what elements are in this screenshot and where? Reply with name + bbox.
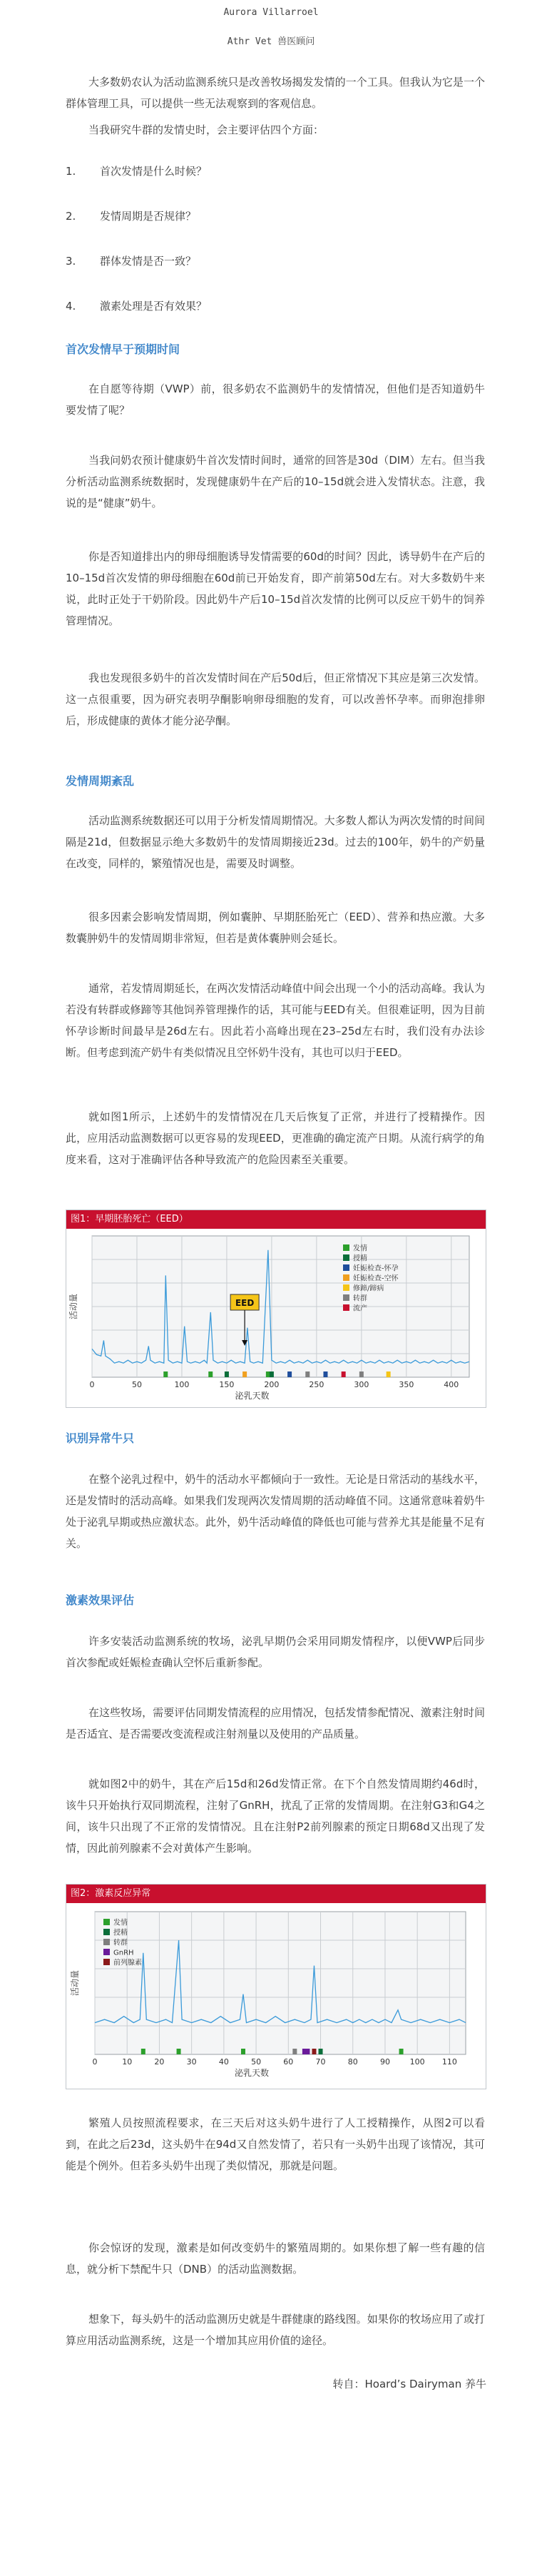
x-tick-label: 40 [218,2057,229,2067]
section3-paragraph-1: 在整个泌乳过程中，奶牛的活动水平都倾向于一致性。无论是日常活动的基线水平，还是发情时的活动高峰。如果我们发现两次发情周期的活动峰值不同。这通常意味着奶牛处于泌乳早期或热应激状态。此外，奶牛活动峰值的降低也可能与营养尤其是能量不足有关。 [66,1473,485,1550]
x-axis-label: 泌乳天数 [235,1391,270,1401]
list-item-1: 1. 首次发情是什么时候？ [66,165,208,178]
legend-swatch [103,1929,110,1935]
section-heading-first-estrus: 首次发情早于预期时间 [66,343,180,356]
x-tick-label: 110 [441,2057,457,2067]
list-item-2: 2. 发情周期是否规律？ [66,210,197,223]
chart-2-title: 图2：激素反应异常 [66,1885,486,1903]
event-marker [287,1371,292,1377]
section1-paragraph-1: 在自愿等待期（VWP）前，很多奶农不监测奶牛的发情情况，但他们是否知道奶牛要发情了呢？ [66,382,485,417]
section4-paragraph-1: 许多安装活动监测系统的牧场，泌乳早期仍会采用同期发情程序，以便VWP后同步首次参配或妊娠检查确认空怀后重新参配。 [66,1635,485,1669]
eed-annotation-label: EED [235,1298,255,1308]
x-tick-label: 50 [131,1380,142,1389]
legend-label: 修蹄/蹄病 [353,1284,384,1293]
x-tick-label: 300 [354,1380,369,1389]
legend-swatch [103,1919,110,1925]
x-tick-label: 60 [283,2057,294,2067]
event-marker [242,1371,247,1377]
section2-paragraph-4: 就如图1所示，上述奶牛的发情情况在几天后恢复了正常，并进行了授精操作。因此，应用活动监测数据可以更容易的发现EED，更准确的确定流产日期。从流行病学的角度来看，这对于准确评估各种导致流产的危险因素至关重要。 [66,1110,485,1166]
event-marker [319,2049,323,2054]
x-tick-label: 30 [186,2057,197,2067]
x-tick-label: 80 [347,2057,358,2067]
x-tick-label: 50 [251,2057,262,2067]
x-axis-label: 泌乳天数 [234,2068,270,2078]
x-tick-label: 400 [444,1380,459,1389]
x-tick-label: 10 [122,2057,133,2067]
x-tick-label: 250 [309,1380,324,1389]
legend-swatch [343,1264,349,1271]
section-heading-cycle-disorder: 发情周期紊乱 [66,774,135,788]
event-marker [292,2049,297,2054]
section2-paragraph-1: 活动监测系统数据还可以用于分析发情周期情况。大多数人都认为两次发情的时间间隔是21d，但数据显示绝大多数奶牛的发情周期接近23d。过去的100年，奶牛的产奶量在改变，同样的，繁殖情况也是，需要及时调整。 [66,814,485,870]
x-tick-label: 0 [92,2057,98,2067]
section4-paragraph-2: 在这些牧场，需要评估同期发情流程的应用情况，包括发情参配情况、激素注射时间是否适宜、是否需要改变流程或注射剂量以及使用的产品质量。 [66,1706,485,1740]
legend-label: 发情 [113,1919,128,1927]
event-marker [342,1371,346,1377]
event-marker [399,2049,404,2054]
author-affiliation: Athr Vet 兽医顾问 [227,36,315,47]
event-marker [312,2049,316,2054]
y-axis-label: 活动量 [68,1293,78,1320]
x-tick-label: 0 [89,1380,95,1389]
legend-label: 授精 [113,1929,128,1937]
legend-label: 转群 [353,1294,367,1303]
legend-label: 妊娠检查-怀孕 [353,1264,399,1273]
section4-paragraph-3: 就如图2中的奶牛，其在产后15d和26d发情正常。在下个自然发情周期约46d时，该牛只开始执行双同期流程，注射了GnRH，扰乱了正常的发情周期。在注射G3和G4之间，该牛只出现了不正常的发情情况。且在注射P2前列腺素的预定日期68d又出现了发情，因此前列腺素不会对黄体产生影响。 [66,1778,485,1855]
x-tick-label: 100 [409,2057,425,2067]
legend-label: 转群 [113,1939,128,1947]
source-credit: 转自：Hoard’s Dairyman 养牛 [332,2378,486,2390]
section1-paragraph-4: 我也发现很多奶牛的首次发情时间在产后50d后，但正常情况下其应是第三次发情。这一点很重要，因为研究表明孕酮影响卵母细胞的发育，可以改善怀孕率。而卵泡排卵后，形成健康的黄体才能分泌孕酮。 [66,671,485,727]
event-marker [359,1371,364,1377]
section-heading-abnormal-cows: 识别异常牛只 [66,1431,135,1445]
chart-1-title: 图1：早期胚胎死亡（EED） [66,1210,486,1229]
event-marker [305,2049,310,2054]
event-marker [177,2049,181,2054]
plot-area [95,1912,466,2054]
event-marker [241,2049,245,2054]
y-axis-label: 活动量 [70,1969,80,1997]
list-item-3: 3. 群体发情是否一致？ [66,255,197,268]
chart-2-plot [66,1903,486,2087]
event-marker [208,1371,213,1377]
section2-paragraph-2: 很多因素会影响发情周期，例如囊肿、早期胚胎死亡（EED）、营养和热应激。大多数囊肿奶牛的发情周期非常短，但若是黄体囊肿则会延长。 [66,911,485,945]
legend-swatch [103,1959,110,1965]
event-marker [270,1371,274,1377]
conclusion-paragraph-1: 繁殖人员按照流程要求，在三天后对这头奶牛进行了人工授精操作，从图2可以看到，在此之后23d，这头奶牛在94d又自然发情了，若只有一头奶牛出现了该情况，其可能是个例外。但若多头奶牛出现了类似情况，那就是问题。 [66,2116,485,2172]
intro-paragraph-1: 大多数奶农认为活动监测系统只是改善牧场揭发发情的一个工具。但我认为它是一个群体管理工具，可以提供一些无法观察到的客观信息。 [66,76,485,110]
legend-label: 前列腺素 [113,1959,142,1967]
x-tick-label: 200 [264,1380,280,1389]
chart-1-plot [66,1229,486,1406]
list-item-4: 4. 激素处理是否有效果？ [66,300,208,313]
legend-label: 发情 [353,1244,367,1253]
section2-paragraph-3: 通常，若发情周期延长，在两次发情活动峰值中间会出现一个小的活动高峰。我认为若没有转群或修蹄等其他饲养管理操作的话，其可能与EED有关。但很难证明，因为目前怀孕诊断时间最早是26d左右。因此若小高峰出现在23–25d左右时，我们没有办法诊断。但考虑到流产奶牛有类似情况且空怀奶牛没有，其也可以归于EED。 [66,982,485,1059]
legend-swatch [103,1939,110,1945]
chart-2 [66,1884,486,2089]
author-name: Aurora Villarroel [223,7,319,18]
x-tick-label: 70 [315,2057,326,2067]
conclusion-paragraph-2: 你会惊讶的发现，激素是如何改变奶牛的繁殖周期的。如果你想了解一些有趣的信息，就分析下禁配牛只（DNB）的活动监测数据。 [66,2241,485,2276]
event-marker [305,1371,310,1377]
legend-swatch [343,1294,349,1301]
event-marker [225,1371,229,1377]
chart-1 [66,1210,486,1408]
legend-swatch [343,1304,349,1311]
x-tick-label: 150 [219,1380,235,1389]
section1-paragraph-3: 你是否知道排出内的卵母细胞诱导发情需要的60d的时间？因此，诱导奶牛在产后的10–15d首次发情的卵母细胞在60d前已开始发育，即产前第50d左右。对大多数奶牛来说，此时正处于干奶阶段。因此奶牛产后10–15d首次发情的比例可以反应干奶牛的饲养管理情况。 [66,550,485,627]
legend-swatch [103,1949,110,1955]
x-tick-label: 350 [399,1380,414,1389]
conclusion-paragraph-3: 想象下，每头奶牛的活动监测历史就是牛群健康的路线图。如果你的牧场应用了或打算应用活动监测系统，这是一个增加其应用价值的途径。 [66,2313,485,2347]
legend-swatch [343,1284,349,1291]
legend-swatch [343,1254,349,1261]
event-marker [323,1371,327,1377]
x-tick-label: 20 [154,2057,165,2067]
intro-paragraph-2: 当我研究牛群的发情史时，会主要评估四个方面： [88,123,324,136]
legend-swatch [343,1244,349,1251]
section1-paragraph-2: 当我问奶农预计健康奶牛首次发情时间时，通常的回答是30d（DIM）左右。但当我分析活动监测系统数据时，发现健康奶牛在产后的10–15d就会进入发情状态。注意，我说的是“健康”奶牛。 [66,454,485,509]
section-heading-hormone-effect: 激素效果评估 [66,1593,135,1607]
event-marker [141,2049,145,2054]
x-tick-label: 100 [174,1380,190,1389]
legend-label: 授精 [353,1254,367,1263]
legend-label: 妊娠检查-空怀 [353,1274,399,1283]
x-tick-label: 90 [379,2057,390,2067]
event-marker [163,1371,168,1377]
legend-label: 流产 [353,1304,367,1313]
event-marker [387,1371,391,1377]
legend-label: GnRH [113,1949,134,1957]
legend-swatch [343,1274,349,1281]
